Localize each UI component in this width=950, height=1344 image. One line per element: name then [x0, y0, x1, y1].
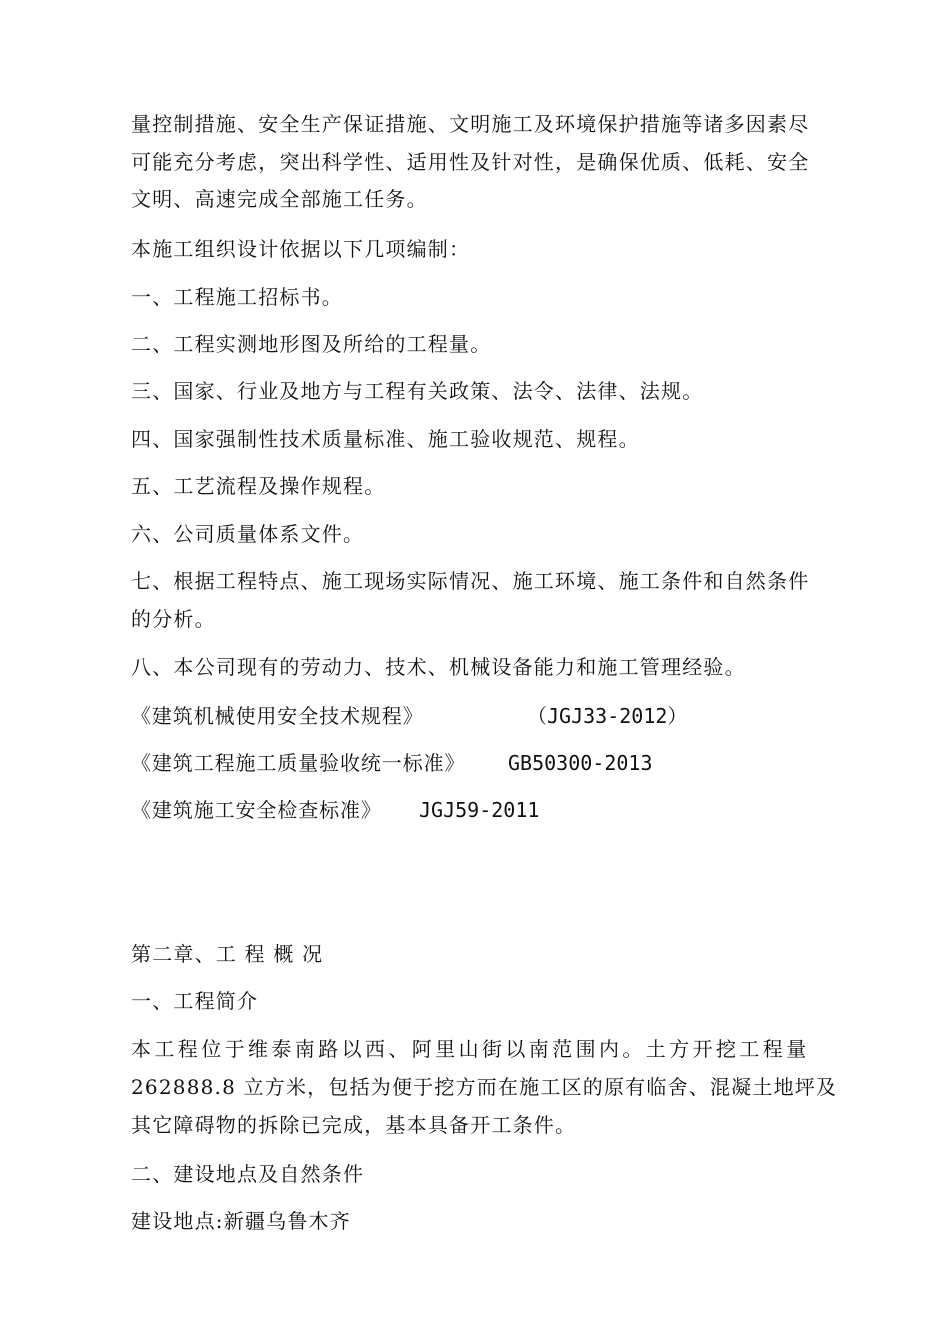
- standard-title-3: 《建筑施工安全检查标准》: [131, 798, 382, 822]
- standard-code-2: GB50300-2013: [508, 751, 653, 775]
- basis-heading: 本施工组织设计依据以下几项编制：: [131, 237, 471, 261]
- basis-item-5: 五、工艺流程及操作规程。: [131, 474, 386, 498]
- standard-title-2: 《建筑工程施工质量验收统一标准》: [131, 751, 466, 775]
- intro-line-2: 可能充分考虑，突出科学性、适用性及针对性，是确保优质、低耗、安全: [131, 150, 810, 174]
- intro-line-3: 文明、高速完成全部施工任务。: [131, 187, 428, 211]
- basis-item-8: 八、本公司现有的劳动力、技术、机械设备能力和施工管理经验。: [131, 655, 746, 679]
- intro-line-1: 量控制措施、安全生产保证措施、文明施工及环境保护措施等诸多因素尽: [131, 112, 810, 136]
- basis-item-3: 三、国家、行业及地方与工程有关政策、法令、法律、法规。: [131, 379, 704, 403]
- overview-line-1: 本工程位于维泰南路以西、阿里山街以南范围内。土方开挖工程量: [131, 1037, 810, 1061]
- basis-item-6: 六、公司质量体系文件。: [131, 522, 365, 546]
- basis-item-1: 一、工程施工招标书。: [131, 285, 343, 309]
- location-line: 建设地点:新疆乌鲁木齐: [131, 1209, 351, 1233]
- basis-item-7: 七、根据工程特点、施工现场实际情况、施工环境、施工条件和自然条件: [131, 569, 810, 593]
- basis-item-4: 四、国家强制性技术质量标准、施工验收规范、规程。: [131, 427, 640, 451]
- overview-line-3: 其它障碍物的拆除已完成，基本具备开工条件。: [131, 1113, 577, 1137]
- basis-item-7-cont: 的分析。: [131, 607, 216, 631]
- standard-title-1: 《建筑机械使用安全技术规程》: [131, 704, 424, 728]
- chapter-title: 第二章、工 程 概 况: [131, 942, 324, 966]
- section-title-location: 二、建设地点及自然条件: [131, 1162, 365, 1186]
- section-title-overview: 一、工程简介: [131, 989, 259, 1013]
- standard-code-1: （JGJ33-2012）: [527, 704, 688, 728]
- overview-line-2: 262888.8 立方米，包括为便于挖方而在施工区的原有临舍、混凝土地坪及: [131, 1075, 838, 1099]
- basis-item-2: 二、工程实测地形图及所给的工程量。: [131, 332, 492, 356]
- standard-code-3: JGJ59-2011: [419, 798, 540, 822]
